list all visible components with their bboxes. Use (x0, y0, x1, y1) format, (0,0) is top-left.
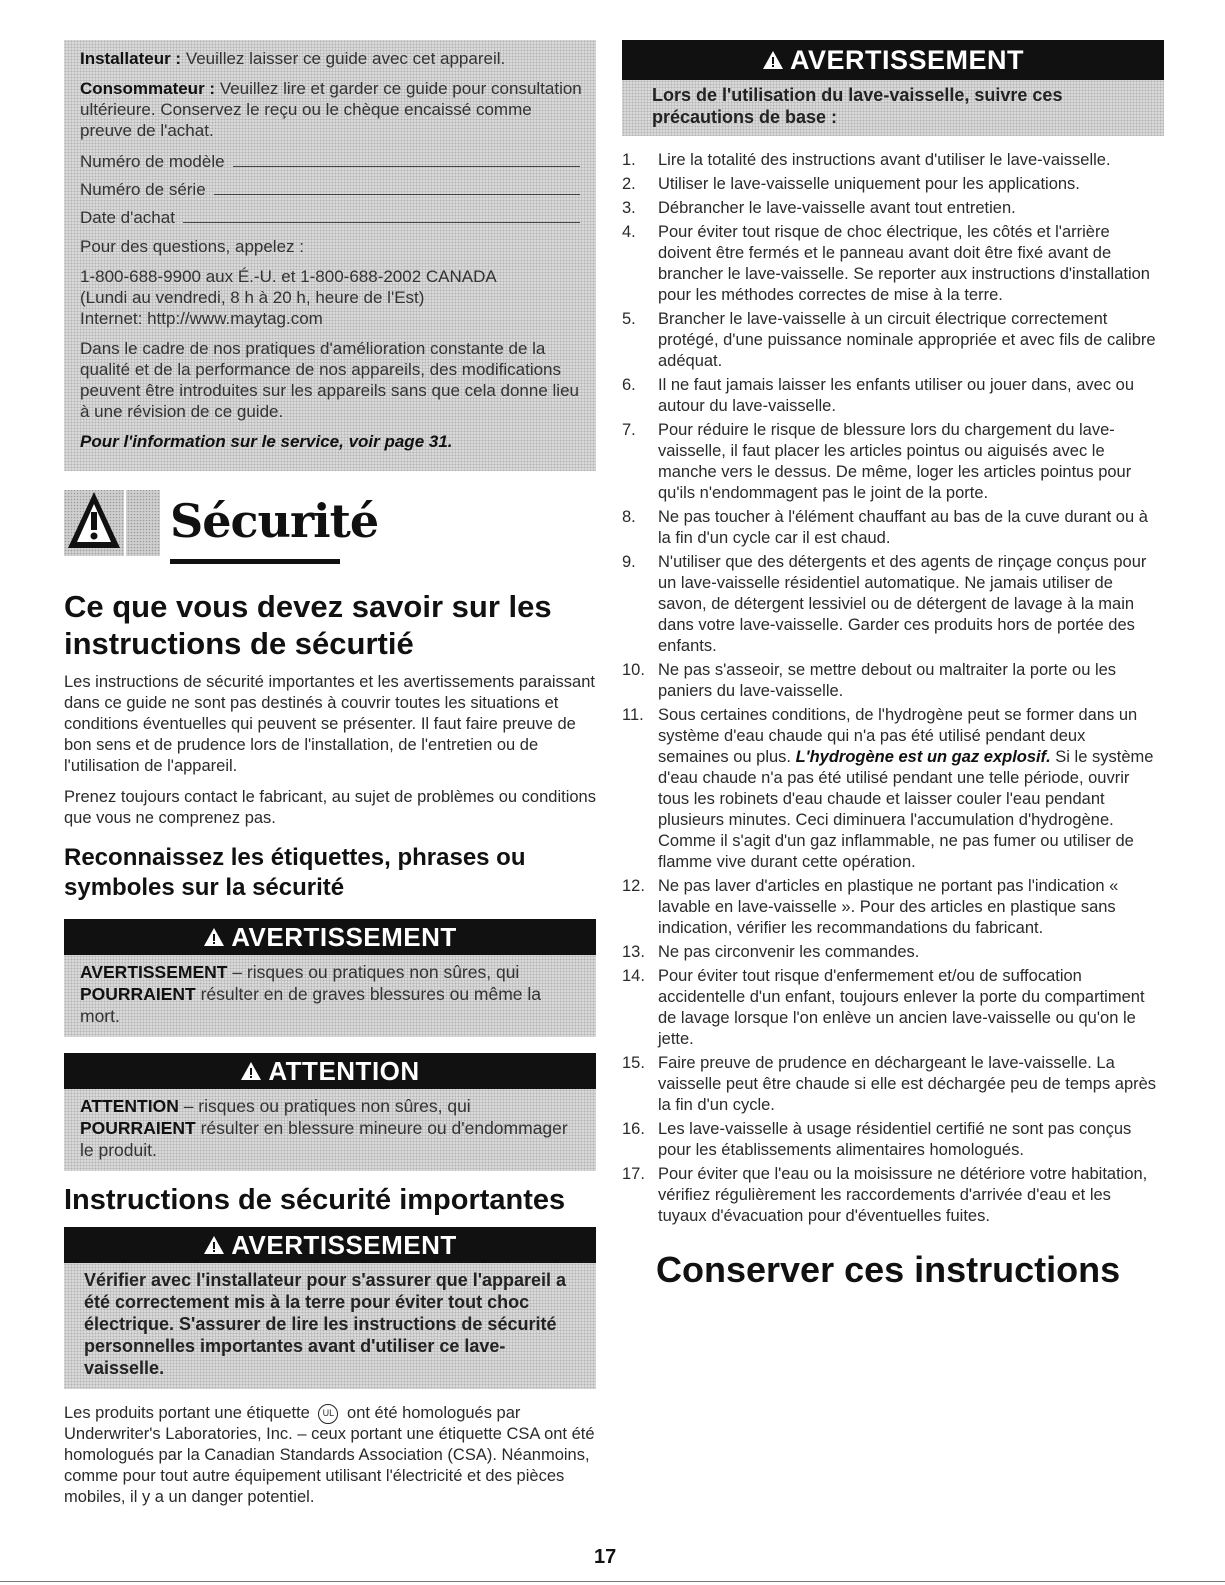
bottom-rule (0, 1581, 1225, 1582)
title-rule (170, 559, 340, 564)
list-item: 5. Brancher le lave-vaisselle à un circuit électrique correctement protégé, d'une puissance nominale appropriée et avec fils de calibre adéquat. (622, 310, 1156, 370)
list-item: 3. Débrancher le lave-vaisselle avant tout entretien. (622, 199, 1016, 217)
alert-icon (203, 1235, 225, 1255)
ul-csa-paragraph: Les produits portant une étiquette UL ont été homologués par Underwriter's Laboratories, Inc. – ceux portant une étiquette CSA ont été homologués par la Canadian Standards Association (CSA). Néanmoins, comme pour tout autre équipement utilisant l'électricité et des pièces mobiles, il y a un danger potentiel. (64, 1404, 595, 1506)
safety-intro-paragraph: Les instructions de sécurité importantes et les avertissements paraissant dans ce guide ne sont pas destinés à couvrir toutes les situations et conditions éventuelles qui peuvent se présenter. Il faut faire preuve de bon sens et de prudence lors de l'installation, de l'entretien ou de l'utilisation de l'appareil. (64, 673, 595, 775)
list-item: 7. Pour réduire le risque de blessure lors du chargement du lave-vaisselle, il faut placer les articles pointus ou aiguisés avec le manche vers le dessus. De même, loger les articles pointus pour qu'ils n'endommagent pas le joint de la porte. (622, 421, 1132, 502)
list-item: 17. Pour éviter que l'eau ou la moisissure ne détériore votre habitation, vérifiez régulièrement les raccordements d'arrivée d'eau et les tuyaux d'évacuation pour d'éventuelles fuites. (622, 1165, 1148, 1225)
list-item: 16. Les lave-vaisselle à usage résidentiel certifié ne sont pas conçus pour les établissements alimentaires homologués. (622, 1120, 1132, 1159)
list-item: 14. Pour éviter tout risque d'enfermement et/ou de suffocation accidentelle d'un enfant, toujours enlever la porte du compartiment de lavage lorsque l'on enlève un ancien lave-vaisselle ou qu'on le jette. (622, 967, 1145, 1048)
list-item: 13. Ne pas circonvenir les commandes. (622, 943, 920, 961)
labels-heading: Reconnaissez les étiquettes, phrases ou symboles sur la sécurité (64, 844, 526, 901)
installer-text: Veuillez laisser ce guide avec cet appareil. (185, 49, 506, 68)
consumer-label: Consommateur : (80, 79, 216, 98)
serial-number-blank (214, 178, 580, 195)
list-item: 4. Pour éviter tout risque de choc électrique, les côtés et l'arrière doivent être fermés et le panneau avant doit être fixé avant de brancher le lave-vaisselle. Se reporter aux instructions d'installation pour les méthodes correctes de mise à la terre. (622, 223, 1150, 304)
important-instructions-heading: Instructions de sécurité importantes (64, 1184, 566, 1216)
list-item: 1. Lire la totalité des instructions avant d'utiliser le lave-vaisselle. (622, 151, 1111, 169)
warning-definition: AVERTISSEMENT – risques ou pratiques non sûres, qui POURRAIENT résulter en de graves blessures ou même la mort. (64, 955, 596, 1037)
caution-box (64, 1053, 596, 1171)
contact-paragraph: Prenez toujours contact le fabricant, au sujet de problèmes ou conditions que vous ne comprenez pas. (64, 788, 596, 827)
right-column (622, 40, 1164, 1291)
warning-bar: AVERTISSEMENT (64, 919, 596, 955)
page-number: 17 (594, 1546, 617, 1568)
usage-warning-intro: Lors de l'utilisation du lave-vaisselle, suivre ces précautions de base : (622, 80, 1164, 136)
security-header (64, 485, 596, 557)
ul-logo-icon: UL (318, 1404, 338, 1424)
warning-triangle-icon (64, 486, 160, 556)
questions-text: Pour des questions, appelez : (80, 237, 304, 256)
list-item: 15. Faire preuve de prudence en déchargeant le lave-vaisselle. La vaisselle peut être chaude si elle est déchargée peu de temps après la fin d'un cycle. (622, 1054, 1157, 1114)
internet-line: Internet: http://www.maytag.com (80, 309, 323, 328)
caution-definition: ATTENTION – risques ou pratiques non sûres, qui POURRAIENT résulter en blessure mineure ou d'endommager le produit. (64, 1089, 596, 1171)
installer-label: Installateur : (80, 49, 182, 68)
caution-bar: ATTENTION (64, 1053, 596, 1089)
precautions-list (622, 150, 1164, 1227)
keep-instructions-title: Conserver ces instructions (656, 1249, 1121, 1290)
hydrogen-warning-emphasis: L'hydrogène est un gaz explosif. (795, 748, 1051, 766)
serial-number-field: Numéro de série (80, 178, 584, 200)
phone-line: 1-800-688-9900 aux É.-U. et 1-800-688-2002 CANADA (80, 267, 497, 286)
service-note: Pour l'information sur le service, voir page 31. (80, 432, 453, 451)
usage-warning-bar: AVERTISSEMENT (622, 40, 1164, 80)
consumer-text: Veuillez lire et garder ce guide pour consultation ultérieure. Conservez le reçu ou le chèque encaissé comme preuve de l'achat. (80, 79, 582, 140)
purchase-date-field: Date d'achat (80, 206, 584, 228)
list-item: 8. Ne pas toucher à l'élément chauffant au bas de la cuve durant ou à la fin d'un cycle car il est chaud. (622, 508, 1148, 547)
usage-warning-box (622, 40, 1164, 136)
safety-instructions-heading: Ce que vous devez savoir sur les instructions de sécurtié (64, 589, 552, 661)
model-number-field: Numéro de modèle (80, 150, 584, 172)
ground-warning-box (64, 1227, 596, 1389)
list-item: 6. Il ne faut jamais laisser les enfants utiliser ou jouer dans, avec ou autour du lave-vaisselle. (622, 376, 1135, 415)
list-item: 12. Ne pas laver d'articles en plastique ne portant pas l'indication « lavable en lave-vaisselle ». Pour des articles en plastique sans indication, vérifier les recommandations du fabricant. (622, 877, 1119, 937)
alert-icon (240, 1061, 262, 1081)
purchase-date-blank (183, 206, 580, 223)
list-item: 10. Ne pas s'asseoir, se mettre debout ou maltraiter la porte ou les paniers du lave-vaisselle. (622, 661, 1117, 700)
alert-icon (762, 50, 784, 70)
list-item: 9. N'utiliser que des détergents et des agents de rinçage conçus pour un lave-vaisselle résidentiel automatique. Ne jamais utiliser de savon, de détergent lessiviel ou de détergent de lavage à la main dans votre lave-vaisselle. Garder ces produits hors de portée des enfants. (622, 553, 1147, 655)
left-column (64, 40, 596, 1518)
list-item: 11. Sous certaines conditions, de l'hydrogène peut se former dans un système d'eau chaude qui n'a pas été utilisé pendant deux semaines ou plus. L'hydrogène est un gaz explosif. Si le système d'eau chaude n'a pas été utilisé pendant une telle période, ouvrir tous les robinets d'eau chaude et laisser couler l'eau pendant plusieurs minutes. Ceci diminuera l'accumulation d'hydrogène. Comme il s'agit d'un gaz inflammable, ne pas fumer ou utiliser de flamme vive durant cette opération. (622, 706, 1154, 871)
ground-warning-text: Vérifier avec l'installateur pour s'assurer que l'appareil a été correctement mis à la terre pour éviter tout choc électrique. S'assurer de lire les instructions de sécurité personnelles importantes avant d'utiliser ce lave-vaisselle. (64, 1263, 596, 1389)
info-box (64, 40, 596, 471)
alert-icon (203, 927, 225, 947)
hours-line: (Lundi au vendredi, 8 h à 20 h, heure de l'Est) (80, 288, 425, 307)
model-number-blank (233, 150, 580, 167)
ground-warning-bar: AVERTISSEMENT (64, 1227, 596, 1263)
improvement-text: Dans le cadre de nos pratiques d'amélioration constante de la qualité et de la performance de nos appareils, des modifications peuvent être introduites sur les appareils sans que cela donne lieu à une révision de ce guide. (80, 339, 579, 421)
security-title: Sécurité (170, 494, 379, 548)
warning-box (64, 919, 596, 1037)
list-item: 2. Utiliser le lave-vaisselle uniquement pour les applications. (622, 175, 1080, 193)
